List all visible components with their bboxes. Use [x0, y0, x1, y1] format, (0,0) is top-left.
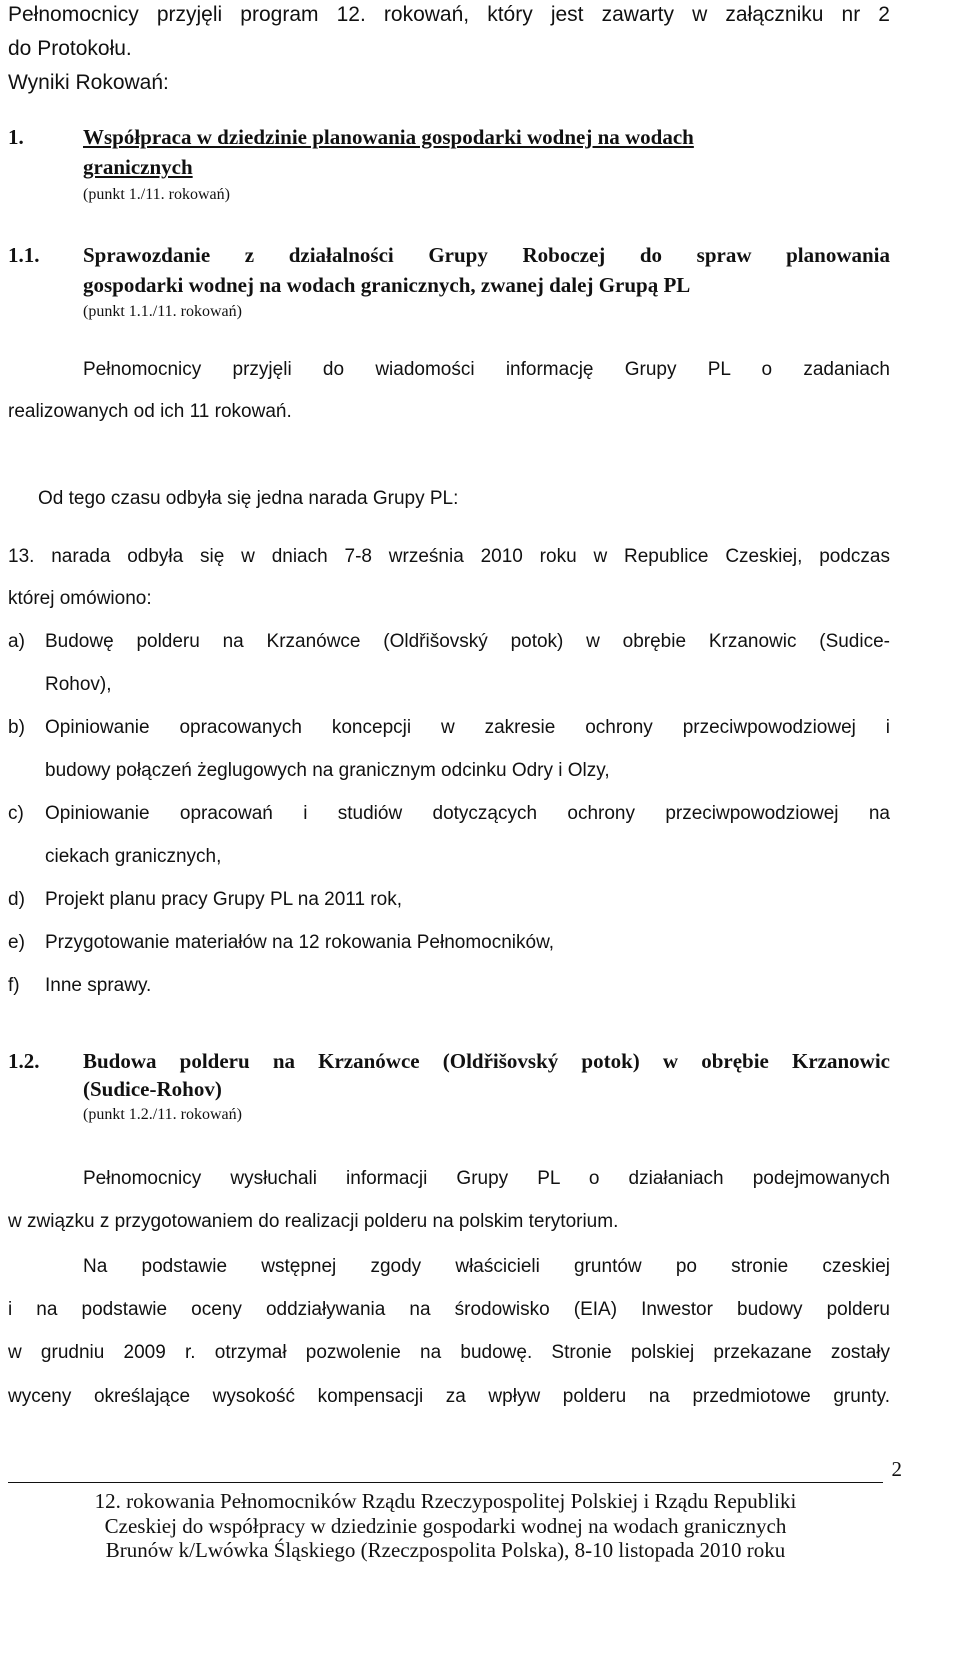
- s11-para3-line-1: 13. narada odbyła się w dniach 7-8 września 2010 roku w Republice Czeskiej, podczas: [8, 546, 890, 567]
- section-1-2-reference: (punkt 1.2./11. rokowań): [83, 1106, 242, 1123]
- list-item-d-line-1: Projekt planu pracy Grupy PL na 2011 rok,: [45, 889, 402, 910]
- list-item-e-marker: e): [8, 932, 25, 953]
- footer-line-2: Czeskiej do współpracy w dziedzinie gospodarki wodnej na wodach granicznych: [104, 1514, 787, 1538]
- section-1-2-number: 1.2.: [8, 1049, 40, 1073]
- footer-line-3: Brunów k/Lwówka Śląskiego (Rzeczpospolita Polska), 8-10 listopada 2010 roku: [105, 1538, 786, 1562]
- s12-para2-line-3: w grudniu 2009 r. otrzymał pozwolenie na budowę. Stronie polskiej przekazane zostały: [8, 1342, 890, 1363]
- section-1-2-title-line-2: (Sudice-Rohov): [83, 1077, 222, 1101]
- section-1-number: 1.: [8, 125, 24, 149]
- section-1-1-number: 1.1.: [8, 243, 40, 267]
- section-1-1-title-line-1: Sprawozdanie z działalności Grupy Roboczej do spraw planowania: [83, 243, 890, 267]
- results-heading: Wyniki Rokowań:: [8, 71, 169, 94]
- section-1-2-title-line-1: Budowa polderu na Krzanówce (Oldřišovský potok) w obrębie Krzanowic: [83, 1049, 890, 1073]
- list-item-b-line-2: budowy połączeń żeglugowych na granicznym odcinku Odry i Olzy,: [45, 760, 610, 781]
- footer-line-1: 12. rokowania Pełnomocników Rządu Rzeczypospolitej Polskiej i Rządu Republiki: [94, 1489, 797, 1513]
- intro-line-1: Pełnomocnicy przyjęli program 12. rokowań, który jest zawarty w załączniku nr 2: [8, 3, 890, 26]
- list-item-d-marker: d): [8, 889, 25, 910]
- section-1-1-title-line-2: gospodarki wodnej na wodach granicznych, zwanej dalej Grupą PL: [83, 273, 691, 297]
- s12-para2-line-1: Na podstawie wstępnej zgody właścicieli gruntów po stronie czeskiej: [83, 1256, 890, 1277]
- intro-line-2: do Protokołu.: [8, 37, 132, 60]
- footer-divider: [8, 1482, 883, 1483]
- s12-para2-line-4: wyceny określające wysokość kompensacji za wpływ polderu na przedmiotowe grunty.: [8, 1386, 890, 1407]
- s12-para1-line-2: w związku z przygotowaniem do realizacji polderu na polskim terytorium.: [8, 1211, 619, 1232]
- section-1-reference: (punkt 1./11. rokowań): [83, 186, 230, 203]
- page-number: 2: [891, 1457, 902, 1481]
- s11-para1-line-2: realizowanych od ich 11 rokowań.: [8, 401, 292, 422]
- list-item-f-marker: f): [8, 975, 20, 996]
- s12-para1-line-1: Pełnomocnicy wysłuchali informacji Grupy PL o działaniach podejmowanych: [83, 1168, 890, 1189]
- list-item-a-marker: a): [8, 631, 25, 652]
- list-item-e-line-1: Przygotowanie materiałów na 12 rokowania Pełnomocników,: [45, 932, 555, 953]
- list-item-b-line-1: Opiniowanie opracowanych koncepcji w zakresie ochrony przeciwpowodziowej i: [45, 717, 890, 738]
- list-item-f-line-1: Inne sprawy.: [45, 975, 152, 996]
- list-item-c-line-1: Opiniowanie opracowań i studiów dotyczących ochrony przeciwpowodziowej na: [45, 803, 890, 824]
- s12-para2-line-2: i na podstawie oceny oddziaływania na środowisko (EIA) Inwestor budowy polderu: [8, 1299, 890, 1320]
- list-item-c-marker: c): [8, 803, 24, 824]
- s11-para1-line-1: Pełnomocnicy przyjęli do wiadomości informację Grupy PL o zadaniach: [83, 359, 890, 380]
- list-item-a-line-1: Budowę polderu na Krzanówce (Oldřišovský potok) w obrębie Krzanowic (Sudice-: [45, 631, 890, 652]
- section-1-1-reference: (punkt 1.1./11. rokowań): [83, 303, 242, 320]
- list-item-b-marker: b): [8, 717, 25, 738]
- s11-para3-line-2: której omówiono:: [8, 588, 152, 609]
- list-item-a-line-2: Rohov),: [45, 674, 112, 695]
- list-item-c-line-2: ciekach granicznych,: [45, 846, 222, 867]
- section-1-title-line-1: Współpraca w dziedzinie planowania gospodarki wodnej na wodach: [83, 125, 694, 149]
- s11-para2: Od tego czasu odbyła się jedna narada Grupy PL:: [38, 488, 459, 509]
- section-1-title-line-2: granicznych: [83, 155, 193, 179]
